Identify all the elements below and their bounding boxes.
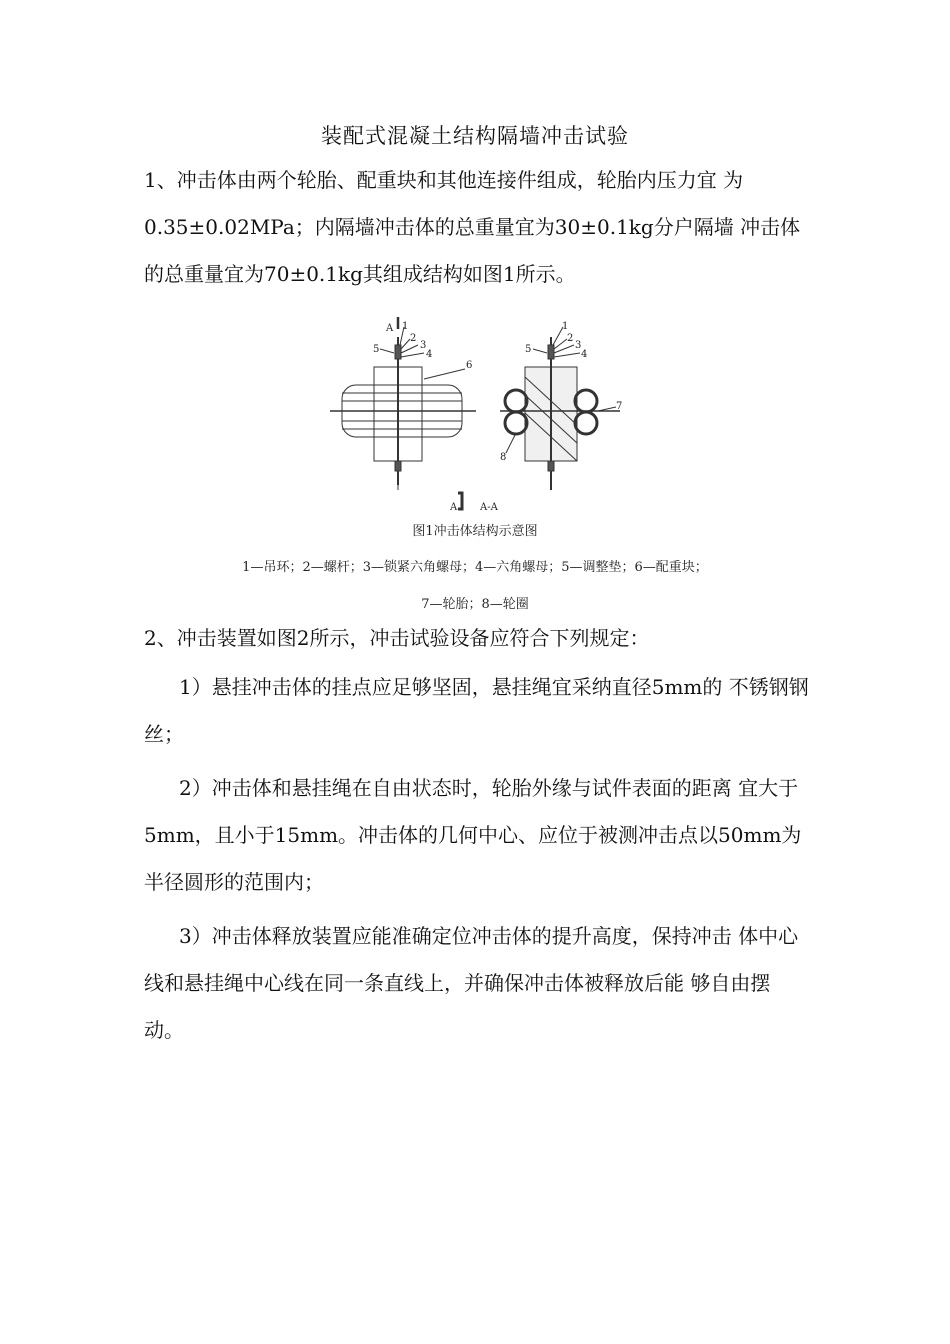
tire-section-bottom-left bbox=[505, 412, 527, 434]
marker-a-top: A bbox=[386, 323, 394, 334]
part-7: 7 bbox=[616, 401, 623, 412]
section2-item1: 1）悬挂冲击体的挂点应足够坚固，悬挂绳宜采纳直径5mm的 不锈钢钢丝； bbox=[144, 675, 809, 746]
section2-item2: 2）冲击体和悬挂绳在自由状态时，轮胎外缘与试件表面的距离 宜大于5mm，且小于15mm。冲击体的几何中心、应位于被测冲击点以50mm为半径圆形的范围内； bbox=[144, 776, 802, 894]
section2-item3: 3）冲击体释放装置应能准确定位冲击体的提升高度，保持冲击 体中心线和悬挂绳中心线在同一条直线上，并确保冲击体被释放后能 够自由摆动。 bbox=[144, 924, 799, 1042]
part-2-right: 2 bbox=[567, 333, 574, 344]
tire-section-top-right bbox=[575, 390, 597, 412]
part-3-left: 3 bbox=[420, 340, 427, 351]
figure-caption: 图1冲击体结构示意图 bbox=[412, 524, 538, 539]
impact-body-drawing bbox=[320, 315, 640, 515]
tire-section-top-left bbox=[505, 390, 527, 412]
figure-impact-body-diagram bbox=[320, 315, 640, 515]
part-3-right: 3 bbox=[575, 340, 582, 351]
figure-legend-line1: 1—吊环；2—螺杆；3—锁紧六角螺母；4—六角螺母；5—调整垫；6—配重块； bbox=[242, 560, 708, 575]
section1-paragraph: 1、冲击体由两个轮胎、配重块和其他连接件组成，轮胎内压力宜 为0.35±0.02MPa；内隔墙冲击体的总重量宜为30±0.1kg分户隔墙 冲击体的总重量宜为70±0.1kg其组成结构如图1所示。 bbox=[144, 168, 801, 286]
part-1-right: 1 bbox=[562, 321, 569, 332]
part-5-right: 5 bbox=[525, 344, 532, 355]
document-title: 装配式混凝土结构隔墙冲击试验 bbox=[321, 124, 629, 148]
section-label: A-A bbox=[480, 502, 498, 513]
tire-section-bottom-right bbox=[575, 412, 597, 434]
part-5-left: 5 bbox=[373, 344, 380, 355]
section2-heading: 2、冲击装置如图2所示，冲击试验设备应符合下列规定： bbox=[144, 626, 650, 650]
part-4-left: 4 bbox=[426, 349, 433, 360]
part-2-left: 2 bbox=[410, 333, 417, 344]
part-1-left: 1 bbox=[402, 321, 409, 332]
part-6: 6 bbox=[466, 360, 473, 371]
marker-a-bottom: A bbox=[450, 502, 458, 513]
part-4-right: 4 bbox=[581, 349, 588, 360]
part-8: 8 bbox=[500, 452, 507, 463]
figure-legend-line2: 7—轮胎；8—轮圈 bbox=[421, 597, 529, 612]
